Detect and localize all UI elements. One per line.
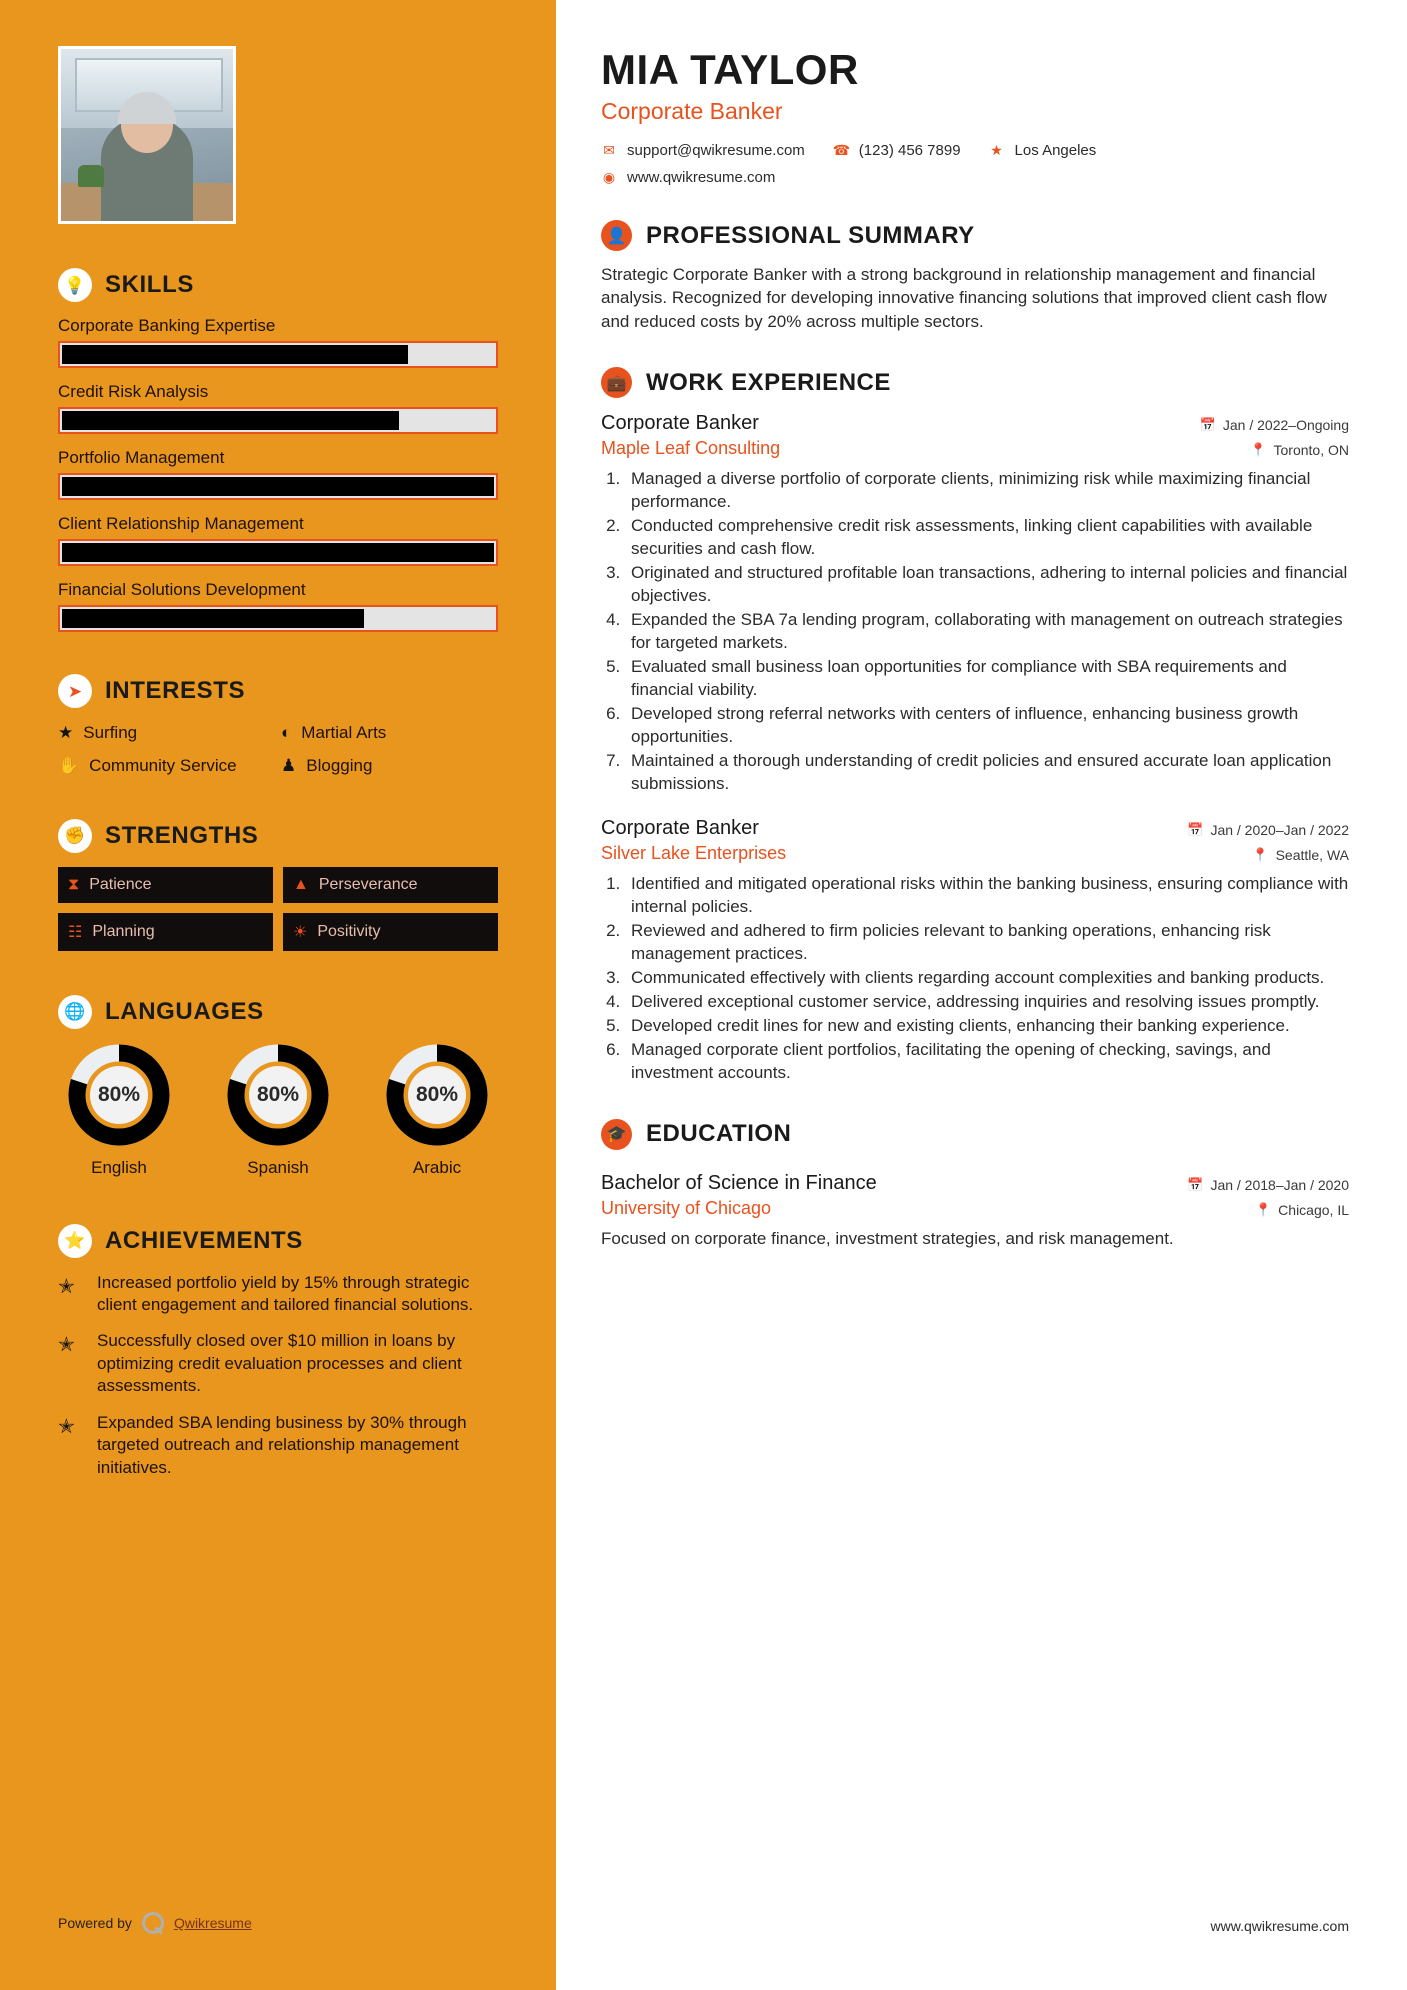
achievements-section	[58, 1224, 498, 1480]
language-donut-chart	[385, 1043, 489, 1147]
language-label: English	[91, 1157, 147, 1177]
globe-icon: ◉	[602, 169, 616, 185]
fist-icon: ✊	[58, 819, 92, 853]
job-role-subtitle: Corporate Banker	[601, 98, 783, 124]
star-badge-icon: ⭐	[58, 1224, 92, 1258]
work-experience-entry	[601, 817, 1349, 1084]
main-footer-site: www.qwikresume.com	[1210, 1918, 1349, 1934]
work-title: WORK EXPERIENCE	[646, 368, 891, 396]
skill-item	[58, 382, 498, 434]
duty-item: 6. Developed strong referral networks with centers of influence, enhancing business growth opportunities.	[625, 703, 1349, 749]
sun-icon: ☀	[293, 923, 308, 941]
skill-progress-fill	[62, 477, 494, 496]
location-pin-icon: ★	[990, 142, 1003, 158]
skill-label: Credit Risk Analysis	[58, 382, 209, 401]
strengths-heading	[58, 819, 498, 853]
job-location	[1252, 847, 1349, 863]
shooting-star-icon: ✭	[58, 1275, 75, 1298]
language-label: Arabic	[412, 1157, 462, 1177]
skill-progress-bar	[58, 407, 498, 434]
language-donut-chart	[226, 1043, 330, 1147]
job-dates-text: Jan / 2022–Ongoing	[1222, 417, 1349, 434]
skill-progress-bar	[58, 539, 498, 566]
powered-by-label: Powered by	[58, 1915, 132, 1931]
duty-item: 1. Identified and mitigated operational risks within the banking business, ensuring compliance with internal policies.	[625, 873, 1349, 919]
school-name: University of Chicago	[601, 1197, 772, 1218]
duty-item: 1. Managed a diverse portfolio of corporate clients, minimizing risk while maximizing financial performance.	[625, 468, 1349, 514]
achievement-text: Expanded SBA lending business by 30% through targeted outreach and relationship management initiatives.	[97, 1412, 467, 1477]
shooting-star-icon: ✭	[58, 1415, 75, 1438]
language-percent: 80%	[415, 1082, 459, 1106]
interests-section	[58, 674, 498, 777]
achievements-title: ACHIEVEMENTS	[105, 1226, 303, 1254]
job-location	[1250, 442, 1349, 458]
languages-section	[58, 995, 498, 1178]
job-title: Corporate Banker	[601, 412, 759, 435]
contact-item[interactable]	[833, 142, 961, 159]
location-pin-icon: 📍	[1252, 847, 1269, 863]
location-pin-icon: 📍	[1250, 442, 1267, 458]
language-donut-chart	[67, 1043, 171, 1147]
duty-item: 2. Reviewed and adhered to firm policies relevant to banking operations, enhancing risk management practices.	[625, 920, 1349, 966]
skills-section	[58, 268, 498, 632]
duty-item: 5. Evaluated small business loan opportunities for compliance with SBA requirements and financial viability.	[625, 656, 1349, 702]
interest-item	[58, 755, 275, 776]
contact-text: support@qwikresume.com	[627, 142, 805, 159]
language-percent: 80%	[97, 1082, 141, 1106]
skill-progress-bar	[58, 341, 498, 368]
strength-item	[58, 913, 273, 951]
interest-label: Martial Arts	[301, 723, 387, 742]
job-dates-text: Jan / 2020–Jan / 2022	[1210, 822, 1349, 839]
duties-list	[625, 873, 1349, 1084]
envelope-icon: ✉	[603, 142, 615, 158]
skill-progress-fill	[62, 345, 408, 364]
company-name: Silver Lake Enterprises	[601, 843, 787, 864]
skill-label: Portfolio Management	[58, 448, 225, 467]
globe-icon: ◐	[281, 723, 292, 742]
language-item	[376, 1043, 498, 1178]
mountain-icon: ▲	[293, 875, 309, 893]
location-pin-icon: 📍	[1254, 1201, 1272, 1217]
achievement-text: Successfully closed over $10 million in loans by optimizing credit evaluation processes and client assessments.	[97, 1331, 462, 1396]
duty-item: 7. Maintained a thorough understanding of credit policies and ensured accurate loan application submissions.	[625, 750, 1349, 796]
language-item	[58, 1043, 180, 1178]
languages-title: LANGUAGES	[105, 997, 264, 1025]
summary-title: PROFESSIONAL SUMMARY	[646, 221, 975, 249]
interest-item	[281, 755, 498, 776]
work-experience-entry	[601, 412, 1349, 795]
language-item	[217, 1043, 339, 1178]
skill-item	[58, 580, 498, 632]
achievement-text: Increased portfolio yield by 15% through strategic client engagement and tailored financial solutions.	[97, 1272, 474, 1314]
sidebar	[0, 0, 556, 1990]
job-dates	[1200, 417, 1349, 433]
graduation-icon: 🎓	[601, 1119, 632, 1150]
calendar-icon: 📅	[1199, 417, 1216, 433]
skill-label: Client Relationship Management	[58, 514, 304, 533]
interests-heading	[58, 674, 498, 708]
education-location: 📍 Chicago, IL	[1254, 1201, 1349, 1218]
degree-title: Bachelor of Science in Finance	[601, 1171, 877, 1194]
contact-item[interactable]	[989, 142, 1097, 159]
duty-item: 4. Expanded the SBA 7a lending program, collaborating with management on outreach strategies for targeted markets.	[625, 609, 1349, 655]
contact-text: Los Angeles	[1014, 142, 1097, 159]
shooting-star-icon: ✭	[58, 1334, 75, 1357]
page-title: MIA TAYLOR	[601, 46, 859, 93]
languages-heading	[58, 995, 498, 1029]
skill-progress-fill	[62, 411, 399, 430]
paper-plane-icon: ➤	[58, 674, 92, 708]
skill-progress-bar	[58, 605, 498, 632]
duty-item: 4. Delivered exceptional customer service, addressing inquiries and resolving issues promptly.	[625, 991, 1349, 1014]
education-description: Focused on corporate finance, investment strategies, and risk management.	[601, 1228, 1174, 1248]
duty-item: 2. Conducted comprehensive credit risk assessments, linking client capabilities with available securities and cash flow.	[625, 515, 1349, 561]
strengths-title: STRENGTHS	[105, 821, 259, 849]
job-dates	[1187, 822, 1349, 838]
briefcase-icon: 💼	[601, 367, 632, 398]
education-title: EDUCATION	[646, 1120, 792, 1148]
profile-photo	[58, 46, 236, 224]
calendar-icon: ☷	[68, 923, 83, 941]
contact-text: (123) 456 7899	[858, 142, 961, 159]
summary-heading	[601, 220, 1349, 251]
skill-item	[58, 448, 498, 500]
hand-icon: ✋	[58, 756, 80, 776]
skill-progress-fill	[62, 543, 494, 562]
user-circle-icon: 👤	[601, 220, 632, 251]
achievement-item	[58, 1272, 498, 1317]
hourglass-icon: ⧗	[68, 875, 80, 893]
achievement-item	[58, 1330, 498, 1397]
interest-label: Community Service	[89, 756, 237, 776]
skill-label: Corporate Banking Expertise	[58, 316, 276, 335]
people-icon: ♟	[281, 756, 297, 776]
strength-item	[283, 867, 498, 903]
phone-icon: ☎	[832, 142, 851, 158]
achievements-heading	[58, 1224, 498, 1258]
qwikresume-logo-icon	[142, 1912, 164, 1934]
duty-item: 3. Communicated effectively with clients regarding account complexities and banking products.	[625, 967, 1349, 990]
summary-text: Strategic Corporate Banker with a strong background in relationship management and financial analysis. Recognized for developing innovative financing solutions that improved client cash flow and reduced costs by 20% across multiple sectors.	[601, 265, 1327, 331]
contact-item[interactable]	[601, 169, 775, 186]
interest-label: Blogging	[306, 756, 373, 776]
qwikresume-link[interactable]: Qwikresume	[173, 1915, 252, 1931]
contact-item[interactable]	[601, 142, 805, 159]
strength-label: Perseverance	[318, 875, 418, 893]
strengths-section	[58, 819, 498, 951]
skill-progress-fill	[62, 609, 364, 628]
skill-item	[58, 316, 498, 368]
contact-text: www.qwikresume.com	[627, 169, 776, 186]
strength-label: Patience	[89, 875, 152, 893]
interests-title: INTERESTS	[105, 677, 246, 704]
interest-item	[281, 722, 498, 743]
interest-item	[58, 722, 275, 743]
skill-progress-bar	[58, 473, 498, 500]
interest-label: Surfing	[83, 723, 138, 742]
achievement-item	[58, 1412, 498, 1479]
skills-heading	[58, 268, 498, 302]
job-title: Corporate Banker	[601, 817, 759, 840]
skills-title: SKILLS	[105, 271, 194, 298]
main-content	[556, 0, 1407, 1990]
strength-item	[283, 913, 498, 951]
duty-item: 3. Originated and structured profitable loan transactions, adhering to internal policies and financial objectives.	[625, 562, 1349, 608]
job-location-text: Seattle, WA	[1275, 847, 1349, 864]
company-name: Maple Leaf Consulting	[601, 438, 781, 459]
job-location-text: Toronto, ON	[1273, 442, 1349, 459]
skill-label: Financial Solutions Development	[58, 580, 306, 599]
education-heading	[601, 1119, 1349, 1150]
calendar-icon: 📅	[1187, 822, 1204, 838]
strength-item	[58, 867, 273, 903]
star-icon: ★	[58, 723, 74, 742]
language-percent: 80%	[256, 1082, 300, 1106]
skill-item	[58, 514, 498, 566]
education-dates: 📅 Jan / 2018–Jan / 2020	[1187, 1176, 1349, 1193]
lightbulb-icon: 💡	[58, 268, 92, 302]
strength-label: Positivity	[317, 922, 381, 940]
education-entry	[601, 1172, 1349, 1251]
work-heading	[601, 367, 1349, 398]
translate-icon: 🌐	[58, 995, 92, 1029]
duty-item: 5. Developed credit lines for new and existing clients, enhancing their banking experience.	[625, 1015, 1349, 1038]
calendar-icon: 📅	[1187, 1176, 1204, 1192]
strength-label: Planning	[92, 922, 155, 940]
sidebar-footer	[58, 1912, 252, 1934]
duties-list	[625, 468, 1349, 795]
duty-item: 6. Managed corporate client portfolios, facilitating the opening of checking, savings, and investment accounts.	[625, 1039, 1349, 1085]
language-label: Spanish	[247, 1157, 309, 1177]
contact-info	[601, 142, 1349, 186]
